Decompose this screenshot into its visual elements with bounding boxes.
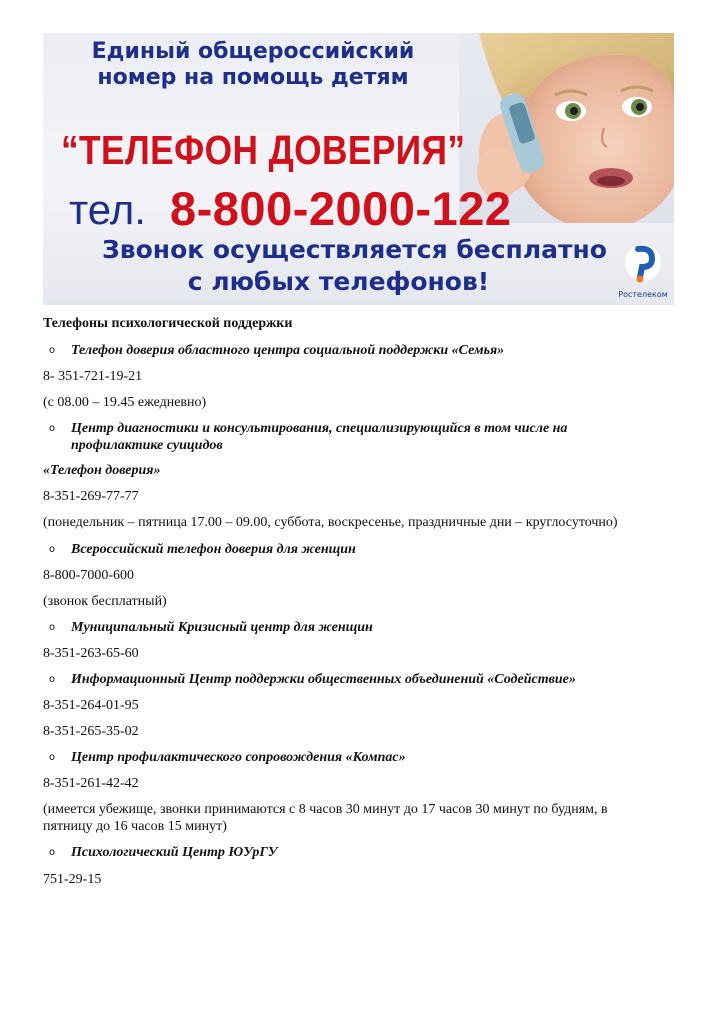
free-call-line1: Звонок осуществляется бесплатно xyxy=(102,235,607,264)
list-item-title: Информационный Центр поддержки общественных объединений «Содействие» xyxy=(71,672,576,687)
list-item-title: Всероссийский телефон доверия для женщин xyxy=(71,542,356,557)
phone-number: 8-800-7000-600 xyxy=(43,568,134,583)
hotline-phone-number: 8-800-2000-122 xyxy=(170,182,512,235)
phone-number: 751-29-15 xyxy=(43,872,102,887)
phone-number: 8-351-269-77-77 xyxy=(43,489,139,504)
free-call-line2: с любых телефонов! xyxy=(187,267,490,296)
phone-prefix: тел. xyxy=(69,186,146,233)
bullet-circle-icon: o xyxy=(49,544,56,555)
bullet-circle-icon: o xyxy=(49,423,56,434)
list-item-title: Центр профилактического сопровождения «Компас» xyxy=(71,750,406,765)
phone-number: 8-351-265-35-02 xyxy=(43,724,139,739)
bullet-circle-icon: o xyxy=(49,345,56,356)
bullet-circle-icon: o xyxy=(49,752,56,763)
list-item-title: Телефон доверия областного центра социальной поддержки «Семья» xyxy=(71,343,505,358)
rostelecom-logo-icon xyxy=(618,241,668,285)
schedule-note: (с 08.00 – 19.45 ежедневно) xyxy=(43,395,207,410)
schedule-note: (звонок бесплатный) xyxy=(43,594,167,609)
phone-number: 8-351-263-65-60 xyxy=(43,646,139,661)
page-heading: Телефоны психологической поддержки xyxy=(43,316,293,331)
list-item-subtitle: «Телефон доверия» xyxy=(43,463,161,478)
phone-number: 8- 351-721-19-21 xyxy=(43,369,143,384)
list-item-title: Муниципальный Кризисный центр для женщин xyxy=(71,620,373,635)
helpline-banner xyxy=(43,33,674,305)
rostelecom-logo xyxy=(618,241,668,299)
banner-headline-line1: Единый общероссийский xyxy=(91,39,415,64)
bullet-circle-icon: o xyxy=(49,622,56,633)
schedule-note: (понедельник – пятница 17.00 – 09.00, суббота, воскресенье, праздничные дни – круглосуточно) xyxy=(43,515,618,530)
phone-number: 8-351-261-42-42 xyxy=(43,776,139,791)
bullet-circle-icon: o xyxy=(49,847,56,858)
phone-number: 8-351-264-01-95 xyxy=(43,698,139,713)
schedule-note: (имеется убежище, звонки принимаются с 8 часов 30 минут до 17 часов 30 минут по будням, в пятницу до 16 часов 15 минут) xyxy=(43,802,608,834)
list-item-title: Центр диагностики и консультирования, специализирующийся в том числе на профилактике суицидов xyxy=(71,421,568,453)
banner-headline-line2: номер на помощь детям xyxy=(97,65,409,90)
rostelecom-logo-text: Ростелеком xyxy=(618,290,668,299)
list-item-title: Психологический Центр ЮУрГУ xyxy=(71,845,278,860)
bullet-circle-icon: o xyxy=(49,674,56,685)
hotline-title: “ТЕЛЕФОН ДОВЕРИЯ” xyxy=(61,127,466,173)
